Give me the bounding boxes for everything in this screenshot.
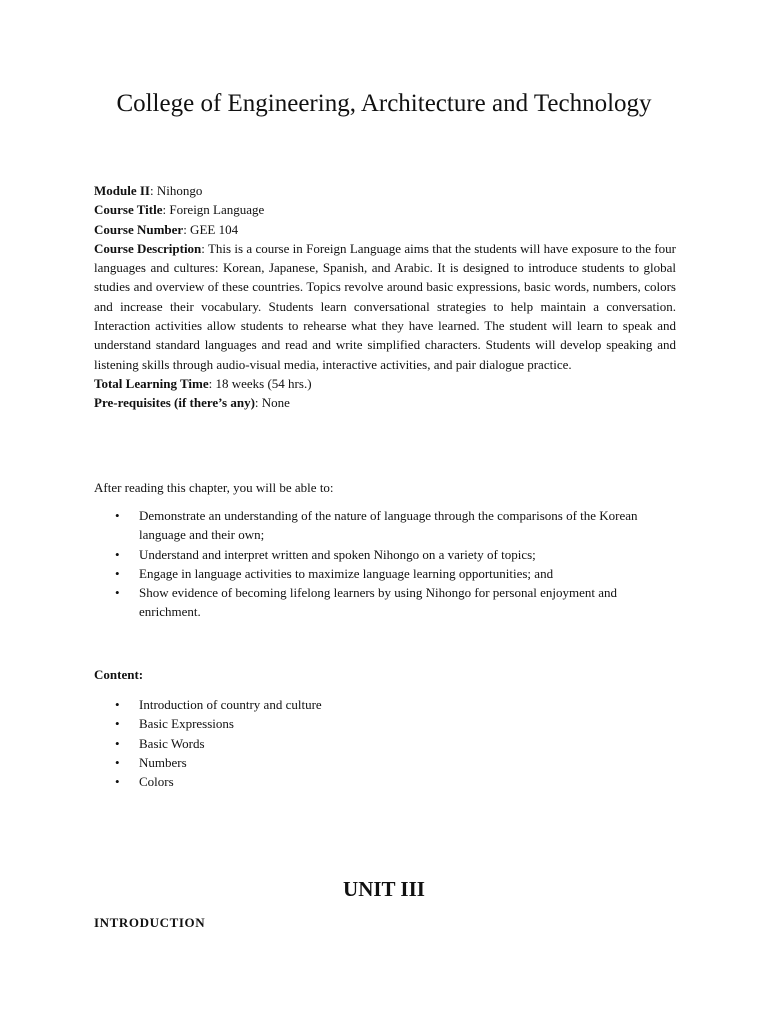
course-title-line — [94, 200, 676, 219]
unit-heading: UNIT III — [343, 877, 425, 901]
objective-text: Understand and interpret written and spoken Nihongo on a variety of topics; — [139, 546, 536, 562]
list-item — [94, 564, 674, 583]
objective-text: Engage in language activities to maximize language learning opportunities; and — [139, 565, 554, 581]
prereq-label: Pre-requisites (if there’s any) — [94, 395, 255, 411]
bullet-icon: • — [115, 697, 120, 712]
module-label: Module II — [94, 183, 150, 198]
content-item-text: Basic Words — [139, 735, 205, 751]
course-description-value: : This is a course in Foreign Language aims that the students will have exposure to the four languages and cultures: Korean, Japanese, Spanish, and Arabic. It is designed to introduce students to global studies and overview of these countries. Topics revolve around basic expressions, basic words, numbers, colors and increase their vocabulary. Students learn conversational strategies to help maintain a conversation. Interaction activities allow students to rehearse what they have learned. The student will learn to speak and understand standard languages and read and write simplified characters. Students will develop speaking and listening skills through audio-visual media, interactive activities, and pair dialogue practice. — [94, 240, 676, 372]
learning-time-label: Total Learning Time — [94, 375, 209, 391]
course-info — [94, 181, 676, 413]
content-item-text: Introduction of country and culture — [139, 697, 322, 712]
objectives-list — [94, 506, 674, 622]
list-item — [94, 734, 674, 753]
bullet-icon: • — [115, 735, 120, 751]
list-item — [94, 583, 674, 622]
course-number-value: : GEE 104 — [183, 221, 239, 237]
list-item — [94, 695, 674, 714]
course-title-label: Course Title — [94, 202, 163, 218]
course-number-line — [94, 220, 676, 239]
course-number-label: Course Number — [94, 221, 184, 237]
list-item — [94, 506, 674, 545]
content-item-text: Colors — [139, 774, 174, 790]
page-title: College of Engineering, Architecture and Technology — [116, 90, 652, 117]
course-description-label: Course Description — [94, 240, 202, 256]
bullet-icon: • — [115, 716, 120, 732]
list-item — [94, 772, 674, 791]
objective-text: Demonstrate an understanding of the nature of language through the comparisons of the Korean language and their own; — [139, 508, 638, 543]
module-value: : Nihongo — [149, 183, 203, 198]
bullet-icon: • — [115, 754, 120, 770]
course-description — [94, 239, 676, 374]
content-item-text: Basic Expressions — [139, 716, 234, 732]
learning-time-line — [94, 374, 676, 393]
bullet-icon: • — [115, 508, 120, 523]
bullet-icon: • — [115, 774, 120, 790]
content-item-text: Numbers — [139, 754, 187, 770]
content-heading: Content: — [94, 667, 144, 682]
course-title-value: : Foreign Language — [162, 202, 265, 218]
module-line — [94, 181, 676, 200]
objective-text: Show evidence of becoming lifelong learners by using Nihongo for personal enjoyment and enrichment. — [139, 585, 617, 620]
list-item — [94, 545, 674, 564]
bullet-icon: • — [115, 565, 120, 581]
bullet-icon: • — [115, 546, 120, 562]
prereq-value: : None — [254, 395, 290, 411]
bullet-icon: • — [115, 585, 120, 601]
introduction-heading: INTRODUCTION — [94, 915, 206, 930]
list-item — [94, 714, 674, 733]
list-item — [94, 753, 674, 772]
prereq-line — [94, 393, 676, 412]
objectives-intro: After reading this chapter, you will be able to: — [94, 480, 334, 495]
learning-time-value: : 18 weeks (54 hrs.) — [208, 375, 312, 391]
content-list — [94, 695, 674, 791]
